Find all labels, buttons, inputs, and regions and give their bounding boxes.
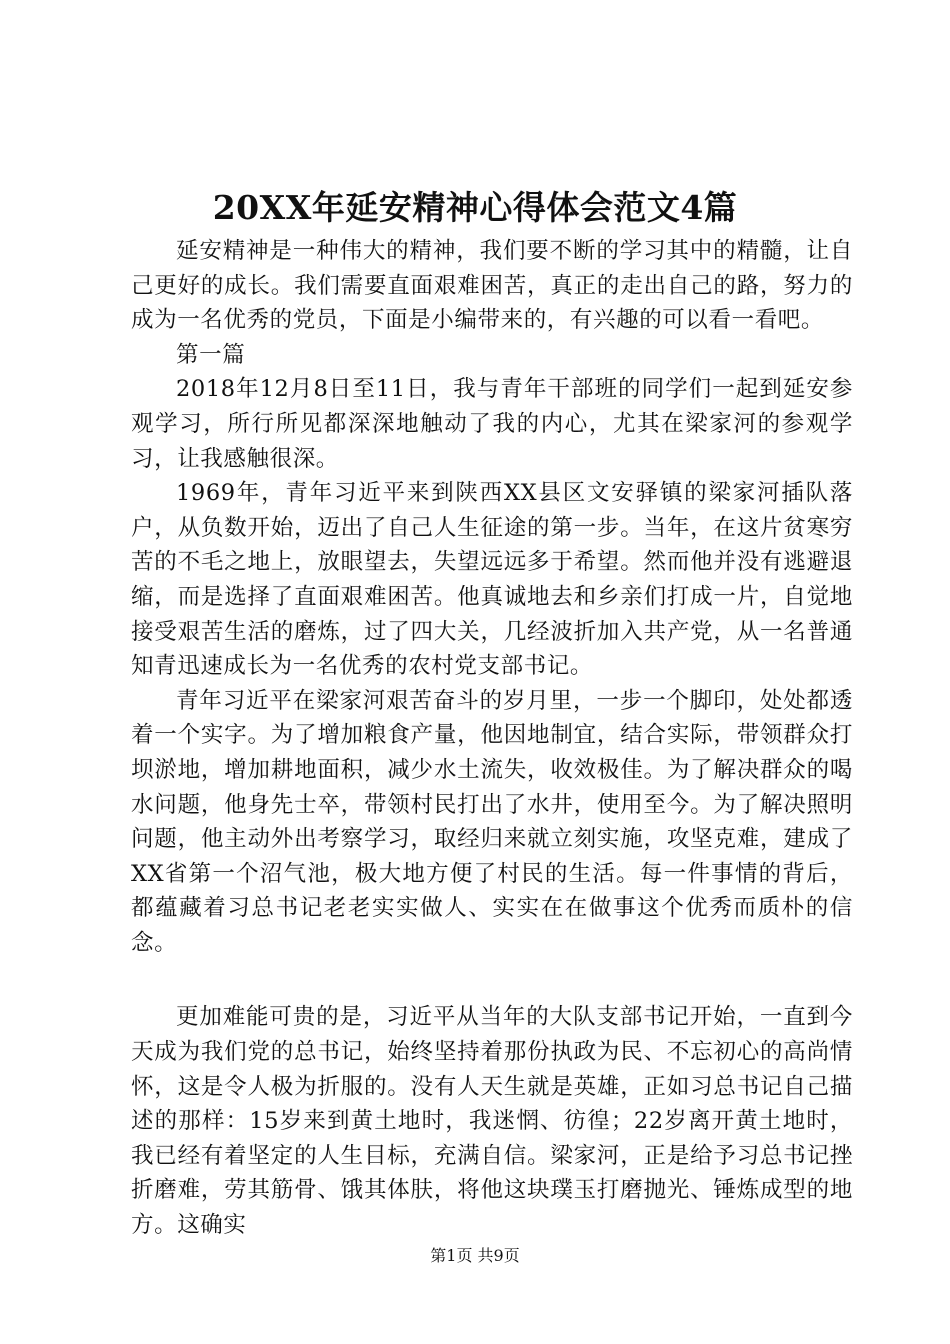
paragraph-spacer xyxy=(131,960,853,1000)
document-body xyxy=(131,234,853,1243)
document-title: 20XX年延安精神心得体会范文4篇 xyxy=(212,188,738,227)
intro-paragraph: 延安精神是一种伟大的精神，我们要不断的学习其中的精髓，让自己更好的成长。我们需要直面艰难困苦，真正的走出自己的路，努力的成为一名优秀的党员，下面是小编带来的，有兴趣的可以看一看吧。 xyxy=(131,238,853,334)
page-footer: 第1页 共9页 xyxy=(430,1246,520,1265)
body-paragraph: 青年习近平在梁家河艰苦奋斗的岁月里，一步一个脚印，处处都透着一个实字。为了增加粮食产量，他因地制宜，结合实际，带领群众打坝淤地，增加耕地面积，减少水土流失，收效极佳。为了解决群众的喝水问题，他身先士卒，带领村民打出了水井，使用至今。为了解决照明问题，他主动外出考察学习，取经归来就立刻实施，攻坚克难，建成了XX省第一个沼气池，极大地方便了村民的生活。每一件事情的背后，都蕴藏着习总书记老老实实做人、实实在在做事这个优秀而质朴的信念。 xyxy=(131,687,853,956)
body-paragraph: 2018年12月8日至11日，我与青年干部班的同学们一起到延安参观学习，所行所见都深深地触动了我的内心，尤其在梁家河的参观学习，让我感触很深。 xyxy=(131,376,853,472)
section-heading-first: 第一篇 xyxy=(176,341,246,368)
body-paragraph: 1969年，青年习近平来到陕西XX县区文安驿镇的梁家河插队落户，从负数开始，迈出了自己人生征途的第一步。当年，在这片贫寒穷苦的不毛之地上，放眼望去，失望远远多于希望。然而他并没有逃避退缩，而是选择了直面艰难困苦。他真诚地去和乡亲们打成一片，自觉地接受艰苦生活的磨炼，过了四大关，几经波折加入共产党，从一名普通知青迅速成长为一名优秀的农村党支部书记。 xyxy=(131,480,853,680)
body-paragraph: 更加难能可贵的是，习近平从当年的大队支部书记开始，一直到今天成为我们党的总书记，始终坚持着那份执政为民、不忘初心的高尚情怀，这是令人极为折服的。没有人天生就是英雄，正如习总书记自己描述的那样：15岁来到黄土地时，我迷惘、彷徨；22岁离开黄土地时，我已经有着坚定的人生目标，充满自信。梁家河，正是给予习总书记挫折磨难，劳其筋骨、饿其体肤，将他这块璞玉打磨抛光、锤炼成型的地方。这确实 xyxy=(131,1004,853,1239)
